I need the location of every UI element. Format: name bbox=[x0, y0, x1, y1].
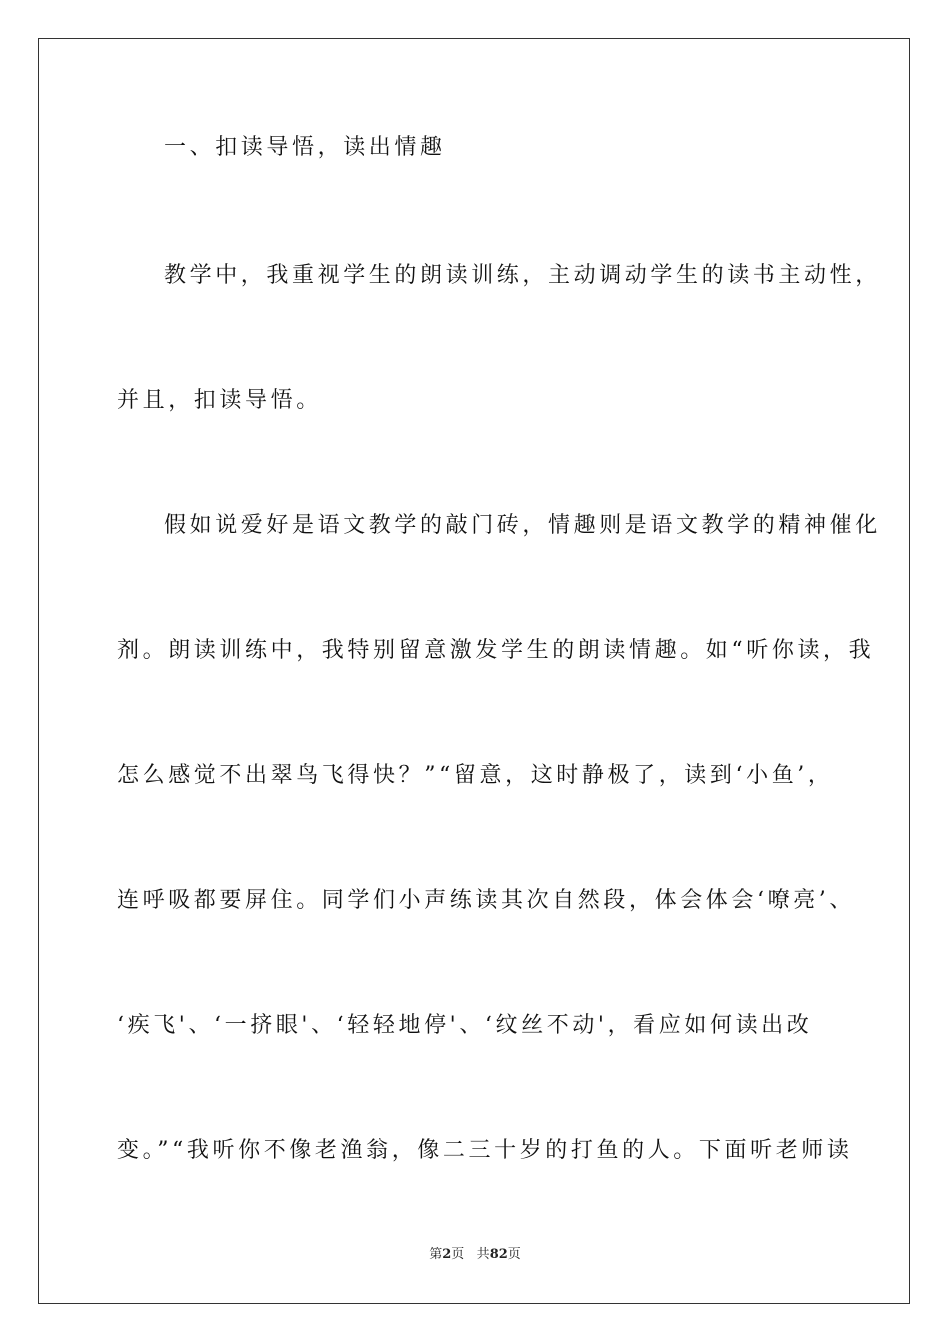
page-prefix: 第 bbox=[429, 1247, 443, 1262]
paragraph-line: ‘疾飞'、‘一挤眼'、‘轻轻地停'、‘纹丝不动'，看应如何读出改 bbox=[117, 1013, 813, 1038]
paragraph-line: 剂。朗读训练中，我特别留意激发学生的朗读情趣。如“听你读，我 bbox=[117, 638, 875, 663]
paragraph-line: 变。”“我听你不像老渔翁，像二三十岁的打鱼的人。下面听老师读 bbox=[117, 1138, 853, 1163]
section-heading: 一、扣读导悟，读出情趣 bbox=[164, 135, 446, 160]
total-prefix: 共 bbox=[476, 1247, 490, 1262]
paragraph-line: 连呼吸都要屏住。同学们小声练读其次自然段，体会体会‘嘹亮’、 bbox=[117, 888, 855, 913]
page-footer bbox=[0, 1247, 950, 1263]
page-border bbox=[38, 38, 910, 1304]
page-number: 2 bbox=[442, 1247, 452, 1262]
page-suffix: 页 bbox=[451, 1247, 465, 1262]
paragraph-line: 教学中，我重视学生的朗读训练，主动调动学生的读书主动性， bbox=[164, 263, 881, 288]
paragraph-line: 怎么感觉不出翠鸟飞得快？”“留意，这时静极了，读到‘小鱼’， bbox=[117, 763, 834, 788]
paragraph-line: 假如说爱好是语文教学的敲门砖，情趣则是语文教学的精神催化 bbox=[164, 513, 881, 538]
total-suffix: 页 bbox=[507, 1247, 521, 1262]
total-pages: 82 bbox=[489, 1247, 508, 1262]
paragraph-line: 并且，扣读导悟。 bbox=[117, 388, 322, 413]
